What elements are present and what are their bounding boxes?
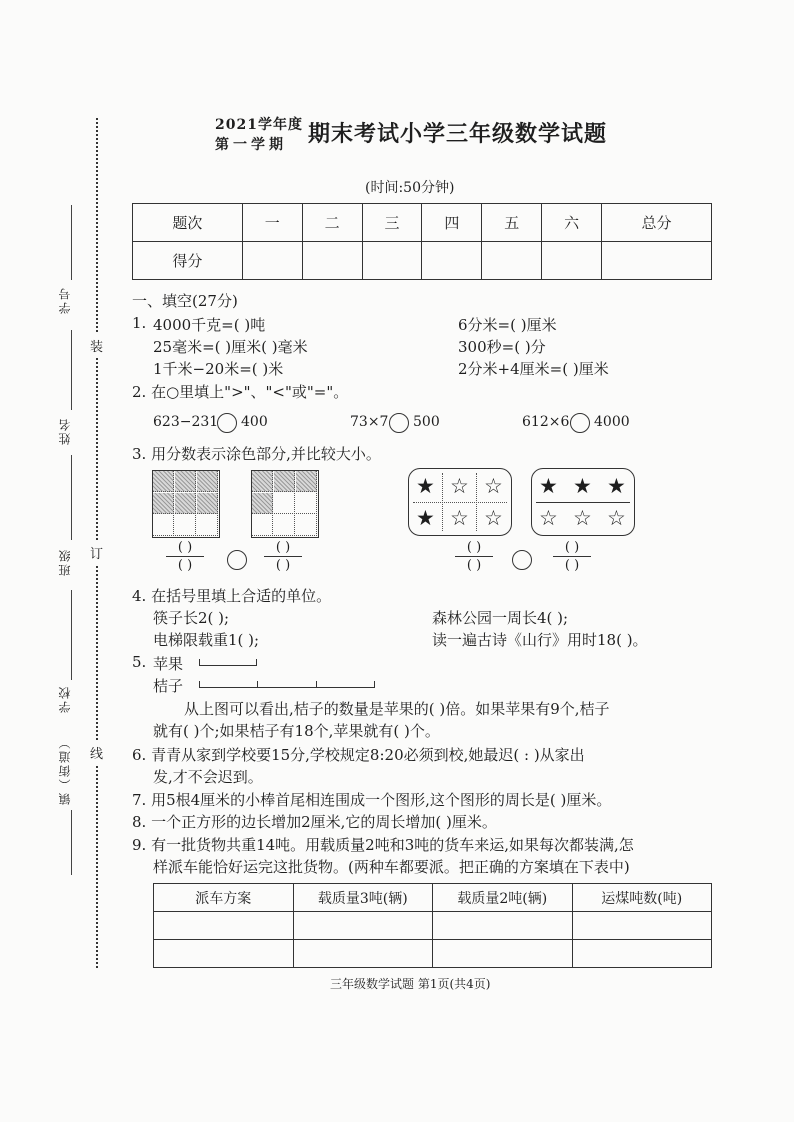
score-cell[interactable] <box>302 242 362 280</box>
truck-header-cell: 载质量2吨(辆) <box>433 884 573 912</box>
score-header-cell: 六 <box>542 204 602 242</box>
score-cell[interactable] <box>362 242 422 280</box>
score-table-header-row <box>133 204 712 242</box>
truck-cell[interactable] <box>433 912 573 940</box>
truck-table-row <box>154 912 712 940</box>
filled-star-icon: ★ <box>573 474 592 498</box>
score-header-cell: 四 <box>422 204 482 242</box>
q5-orange-segment <box>199 681 375 688</box>
page-footer: 三年级数学试题 第1页(共4页) <box>330 977 491 991</box>
truck-table-row <box>154 940 712 968</box>
fraction-numerator: ( ) <box>466 540 482 555</box>
q1-item-b: 6分米=( )厘米 <box>458 316 557 334</box>
truck-plan-table <box>153 883 712 968</box>
q2-a-right: 400 <box>241 414 268 430</box>
q9-line-1: 9. 有一批货物共重14吨。用载质量2吨和3吨的货车来运,如果每次都装满,怎 <box>132 836 634 854</box>
q3-star-box-left <box>408 468 512 536</box>
fraction-denominator: ( ) <box>466 558 482 573</box>
q3-grid-left <box>152 470 220 538</box>
q2-b-circle[interactable] <box>389 413 409 433</box>
score-header-cell: 三 <box>362 204 422 242</box>
student-name-blank <box>71 330 72 410</box>
empty-star-icon: ☆ <box>450 474 469 498</box>
score-table-row <box>133 242 712 280</box>
page-title: 期末考试小学三年级数学试题 <box>308 121 608 147</box>
truck-cell[interactable] <box>154 912 294 940</box>
q9-line-2: 样派车能恰好运完这批货物。(两种车都要派。把正确的方案填在下表中) <box>153 858 630 876</box>
academic-year: 2021学年度 <box>215 117 303 133</box>
truck-header-cell: 派车方案 <box>154 884 294 912</box>
fraction-denominator: ( ) <box>275 558 291 573</box>
fraction-denominator: ( ) <box>564 558 580 573</box>
q3-fraction-4[interactable] <box>553 540 591 573</box>
truck-cell[interactable] <box>154 940 294 968</box>
q2-b-left: 73×7 <box>350 414 389 430</box>
truck-cell[interactable] <box>293 940 433 968</box>
truck-cell[interactable] <box>293 912 433 940</box>
filled-star-icon: ★ <box>607 474 626 498</box>
q5-orange-label: 桔子 <box>153 677 184 695</box>
q1-item-d: 300秒=( )分 <box>458 338 546 356</box>
q2-text: 2. 在○里填上">"、"<"或"="。 <box>132 383 349 401</box>
empty-star-icon: ☆ <box>539 506 558 530</box>
q2-c-circle[interactable] <box>570 413 590 433</box>
score-cell[interactable] <box>542 242 602 280</box>
q5-line-2: 就有( )个;如果桔子有18个,苹果就有( )个。 <box>153 722 440 740</box>
score-table <box>132 203 712 280</box>
q7-text: 7. 用5根4厘米的小棒首尾相连围成一个图形,这个图形的周长是( )厘米。 <box>132 791 612 809</box>
truck-cell[interactable] <box>572 940 712 968</box>
exam-time: (时间:50分钟) <box>365 180 455 196</box>
class-label: 班级 <box>58 548 72 576</box>
q1-item-a: 4000千克=( )吨 <box>153 316 266 334</box>
q3-compare-circle-2[interactable] <box>512 550 532 570</box>
truck-header-cell: 运煤吨数(吨) <box>572 884 712 912</box>
q2-c-right: 4000 <box>594 414 630 430</box>
score-cell[interactable] <box>602 242 712 280</box>
q8-text: 8. 一个正方形的边长增加2厘米,它的周长增加( )厘米。 <box>132 813 497 831</box>
empty-star-icon: ☆ <box>484 474 503 498</box>
student-name-label: 姓名 <box>58 417 72 445</box>
q3-fraction-1[interactable] <box>166 540 204 573</box>
q4-text: 4. 在括号里填上合适的单位。 <box>132 587 332 605</box>
score-header-cell: 一 <box>242 204 302 242</box>
score-cell[interactable] <box>242 242 302 280</box>
student-number-label: 学号 <box>58 286 72 314</box>
q6-line-2: 发,才不会迟到。 <box>153 768 263 786</box>
binding-char-xian: 线 <box>90 740 103 765</box>
empty-star-icon: ☆ <box>573 506 592 530</box>
q1-item-c: 25毫米=( )厘米( )毫米 <box>153 338 308 356</box>
q1-number: 1. <box>132 314 147 332</box>
q6-line-1: 6. 青青从家到学校要15分,学校规定8:20必须到校,她最迟( : )从家出 <box>132 746 585 764</box>
empty-star-icon: ☆ <box>450 506 469 530</box>
q5-apple-segment <box>199 659 257 666</box>
q5-apple-label: 苹果 <box>153 655 184 673</box>
q4-item-d: 读一遍古诗《山行》用时18( )。 <box>432 631 648 649</box>
score-cell[interactable] <box>422 242 482 280</box>
fraction-numerator: ( ) <box>564 540 580 555</box>
q3-grid-right <box>251 470 319 538</box>
score-header-cell: 总分 <box>602 204 712 242</box>
truck-header-cell: 载质量3吨(辆) <box>293 884 433 912</box>
section-title: 一、填空(27分) <box>132 292 238 310</box>
town-label: 镇（街道） <box>58 735 72 805</box>
q3-fraction-2[interactable] <box>264 540 302 573</box>
q3-fraction-3[interactable] <box>455 540 493 573</box>
binding-char-ding: 订 <box>90 540 103 565</box>
school-blank <box>71 590 72 680</box>
binding-char-zhuang: 装 <box>90 333 103 358</box>
q5-line-1: 从上图可以看出,桔子的数量是苹果的( )倍。如果苹果有9个,桔子 <box>184 700 610 718</box>
filled-star-icon: ★ <box>539 474 558 498</box>
school-label: 学校 <box>58 685 72 713</box>
score-header-cell: 题次 <box>133 204 243 242</box>
fraction-numerator: ( ) <box>177 540 193 555</box>
truck-table-header-row <box>154 884 712 912</box>
q4-item-a: 筷子长2( ); <box>153 609 230 627</box>
score-header-cell: 五 <box>482 204 542 242</box>
q1-item-f: 2分米+4厘米=( )厘米 <box>458 360 609 378</box>
empty-star-icon: ☆ <box>607 506 626 530</box>
q2-c-left: 612×6 <box>522 414 570 430</box>
q2-a-circle[interactable] <box>217 413 237 433</box>
semester: 第一学期 <box>215 137 287 153</box>
truck-cell[interactable] <box>572 912 712 940</box>
student-number-blank <box>71 205 72 280</box>
q3-star-box-right <box>531 468 635 536</box>
score-cell[interactable] <box>482 242 542 280</box>
q4-item-c: 电梯限载重1( ); <box>153 631 260 649</box>
q3-compare-circle-1[interactable] <box>227 550 247 570</box>
q2-a-left: 623−231 <box>153 414 219 430</box>
town-blank <box>71 810 72 875</box>
q1-item-e: 1千米−20米=( )米 <box>153 360 284 378</box>
truck-cell[interactable] <box>433 940 573 968</box>
empty-star-icon: ☆ <box>484 506 503 530</box>
score-header-cell: 二 <box>302 204 362 242</box>
filled-star-icon: ★ <box>416 506 435 530</box>
fraction-denominator: ( ) <box>177 558 193 573</box>
score-row-label: 得分 <box>133 242 243 280</box>
q4-item-b: 森林公园一周长4( ); <box>432 609 569 627</box>
filled-star-icon: ★ <box>416 474 435 498</box>
class-blank <box>71 455 72 540</box>
q5-number: 5. <box>132 653 147 671</box>
fraction-numerator: ( ) <box>275 540 291 555</box>
q3-text: 3. 用分数表示涂色部分,并比较大小。 <box>132 445 381 463</box>
q2-b-right: 500 <box>413 414 440 430</box>
